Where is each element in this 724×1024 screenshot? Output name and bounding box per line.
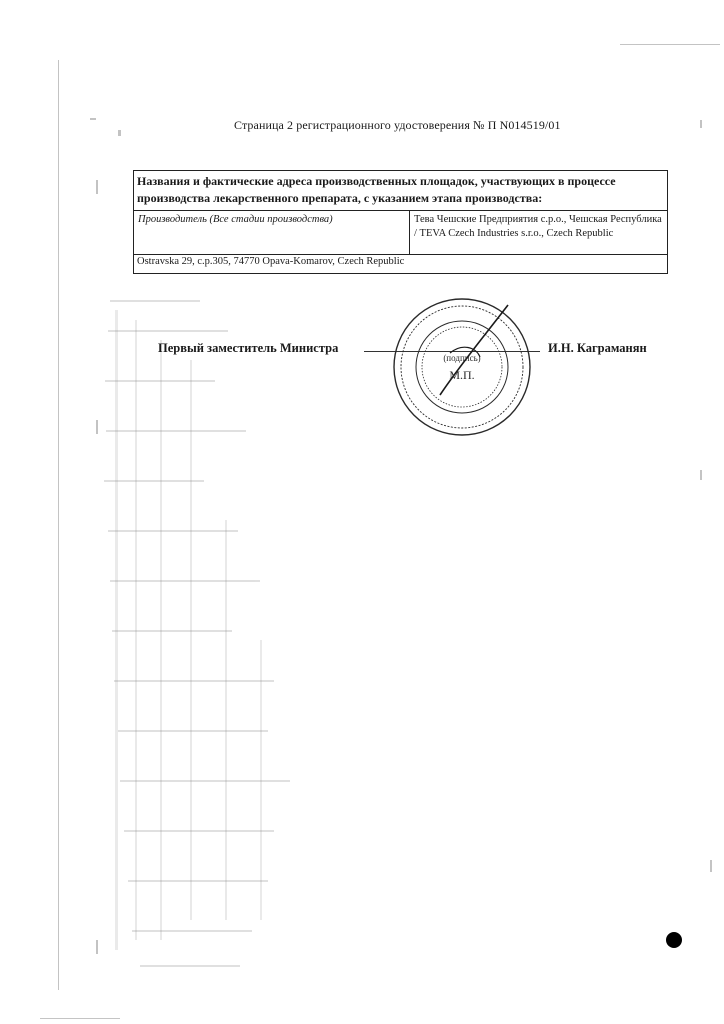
stamp-signature-label: (подпись) [443, 353, 481, 363]
stamp-text-ring [401, 306, 523, 428]
table-row [134, 211, 667, 255]
table-heading: Названия и фактические адреса производственных площадок, участвующих в процессе производства лекарственного препарата, с указанием этапа производства: [137, 174, 616, 205]
stamp-inner-text-ring [422, 327, 502, 407]
signatory-name: И.Н. Каграманян [548, 341, 647, 355]
stamp-seal-label: М.П. [449, 368, 475, 382]
official-stamp [390, 295, 534, 439]
page-header: Страница 2 регистрационного удостоверения № П N014519/01 [234, 118, 561, 132]
signatory-title: Первый заместитель Министра [158, 341, 339, 355]
stamp-outer-ring [394, 299, 530, 435]
address-row [134, 255, 667, 273]
stamp-inner-ring [416, 321, 508, 413]
address-cell: Ostravska 29, c.p.305, 74770 Opava-Komarov, Czech Republic [137, 256, 405, 267]
role-cell: Производитель (Все стадии производства) [134, 211, 410, 254]
manufacturer-cell: Тева Чешские Предприятия с.р.о., Чешская Республика / TEVA Czech Industries s.r.o., Czech Republic [414, 214, 662, 239]
table-heading-row [134, 171, 667, 211]
manufacturer-table [133, 170, 668, 274]
punch-hole [666, 932, 682, 948]
